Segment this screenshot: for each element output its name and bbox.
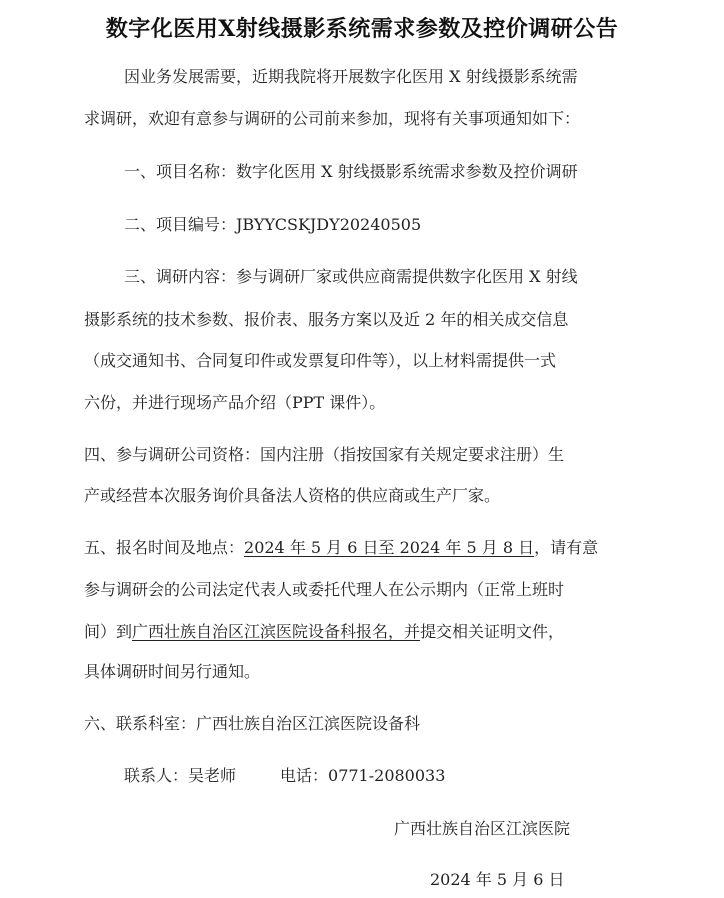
section-3-line-2: 摄影系统的技术参数、报价表、服务方案以及近 2 年的相关成交信息 [84,310,569,329]
section-4-line-1: 四、参与调研公司资格：国内注册（指按国家有关规定要求注册）生 [84,445,565,464]
contact-phone: 电话：0771-2080033 [280,766,446,785]
registration-dates: 2024 年 5 月 6 日至 2024 年 5 月 8 日 [244,538,535,557]
page-title: 数字化医用X射线摄影系统需求参数及控价调研公告 [105,16,619,42]
signature-date: 2024 年 5 月 6 日 [430,870,565,889]
signature-organization: 广西壮族自治区江滨医院 [394,819,571,838]
intro-line-1: 因业务发展需要，近期我院将开展数字化医用 X 射线摄影系统需 [124,67,578,86]
contact-info [124,765,445,787]
section-2-project-number: 二、项目编号：JBYYCSKJDY20240505 [124,215,422,234]
section-5-suffix: ，请有意 [534,538,599,557]
section-5-line-3 [84,621,564,643]
section-3-line-3: （成交通知书、合同复印件或发票复印件等），以上材料需提供一式 [84,351,557,370]
contact-person: 联系人：吴老师 [124,766,237,785]
registration-place: 广西壮族自治区江滨医院设备科报名，并 [132,622,421,641]
section-5-line-2: 参与调研会的公司法定代表人或委托代理人在公示期内（正常上班时 [84,580,565,599]
section-5-line-4: 具体调研时间另行通知。 [84,662,261,681]
section-5-prefix: 五、报名时间及地点： [84,538,245,557]
section-4-line-2: 产或经营本次服务询价具备法人资格的供应商或生产厂家。 [84,486,501,505]
section-5-line-3-prefix: 间）到 [84,622,133,641]
section-5-line-3-suffix: 提交相关证明文件， [420,622,565,641]
intro-line-2: 求调研，欢迎有意参与调研的公司前来参加，现将有关事项通知如下： [84,109,581,128]
section-3-line-4: 六份，并进行现场产品介绍（PPT 课件）。 [84,393,386,412]
section-3-line-1: 三、调研内容：参与调研厂家或供应商需提供数字化医用 X 射线 [124,267,578,286]
section-5-line-1 [84,537,598,559]
section-6-contact-department: 六、联系科室：广西壮族自治区江滨医院设备科 [84,714,421,733]
section-1-project-name: 一、项目名称：数字化医用 X 射线摄影系统需求参数及控价调研 [124,162,578,181]
